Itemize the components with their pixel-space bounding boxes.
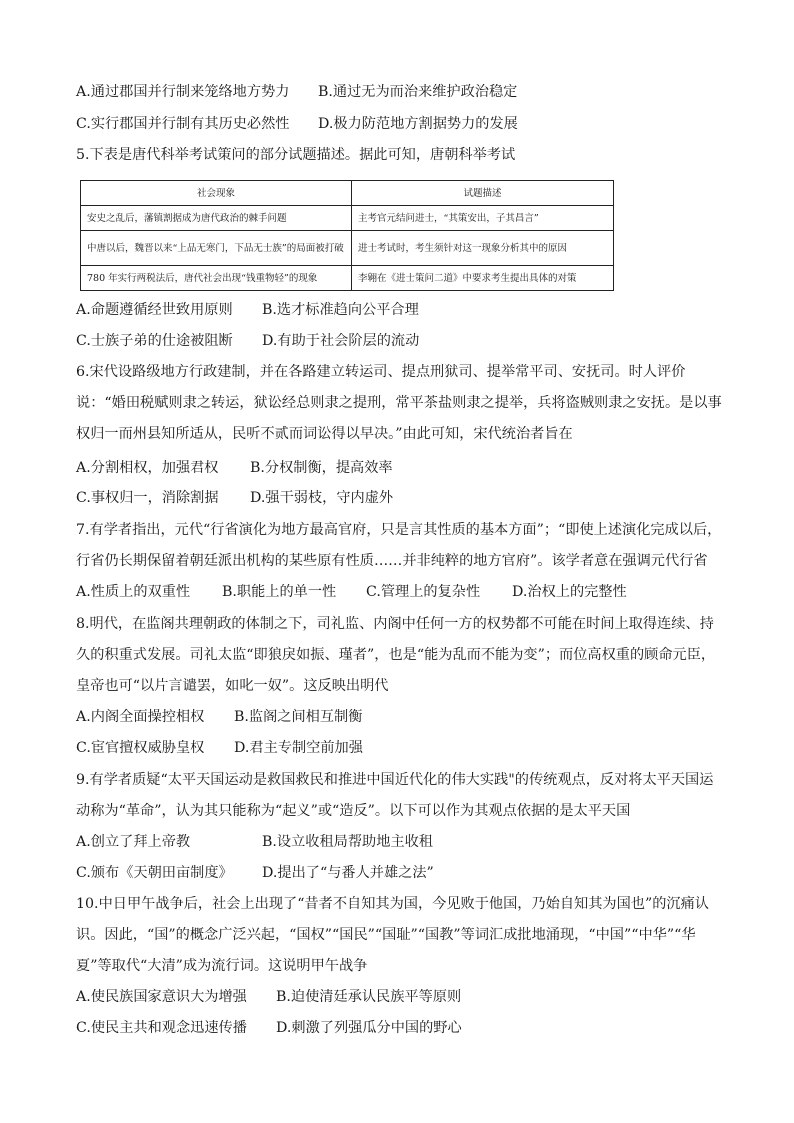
q8-option-c: C.宦官擅权威胁皇权 (76, 740, 205, 756)
table-header-description: 试题描述 (352, 181, 614, 206)
q5-stem: 5.下表是唐代科举考试策问的部分试题描述。据此可知，唐朝科举考试 (76, 147, 516, 163)
q4-option-b: B.通过无为而治来维护政治稳定 (318, 84, 518, 100)
table-cell: 安史之乱后，藩镇割据成为唐代政治的棘手问题 (81, 206, 352, 231)
q9-stem: 9.有学者质疑“太平天国运动是救国救民和推进中国近代化的伟大实践"的传统观点，反对将太平天国运动称为“革命”，认为其只能称为“起义”或“造反”。以下可以作为其观点依据的是太平天国 (76, 772, 714, 819)
q7-option-a: A.性质上的双重性 (76, 584, 191, 600)
q10-option-c: C.使民主共和观念迅速传播 (76, 1020, 247, 1036)
q4-option-c: C.实行郡国并行制有其历史必然性 (76, 116, 290, 132)
q5-option-d: D.有助于社会阶层的流动 (262, 333, 420, 349)
q8-option-d: D.君主专制空前加强 (234, 740, 363, 756)
q6-option-a: A.分割相权，加强君权 (76, 460, 219, 476)
q8-option-a: A.内阁全面操控相权 (76, 709, 205, 725)
q10-option-d: D.刺激了列强瓜分中国的野心 (276, 1020, 462, 1036)
q9-option-c: C.颁布《天朝田亩制度》 (76, 865, 233, 881)
table-row (81, 231, 614, 266)
q4-option-d: D.极力防范地方割据势力的发展 (318, 116, 518, 132)
q9-option-b: B.设立收租局帮助地主收租 (262, 834, 433, 850)
q8-stem: 8.明代，在监阁共理朝政的体制之下，司礼监、内阁中任何一方的权势都不可能在时间上取得连续、持久的积重式发展。司礼太监“即狼戾如振、瑾者”，也是“能为乱而不能为变”；而位高权重的顾命元臣，皇帝也可“以片言谴罢，如叱一奴”。这反映出明代 (76, 616, 716, 694)
table-row (81, 206, 614, 231)
q6-option-c: C.事权归一，消除割据 (76, 490, 219, 506)
q7-stem: 7.有学者指出，元代“行省演化为地方最高官府，只是言其性质的基本方面”；“即使上述演化完成以后，行省仍长期保留着朝廷派出机构的某些原有性质……并非纯粹的地方官府”。该学者意在强调元代行省 (76, 522, 722, 569)
q10-stem: 10.中日甲午战争后，社会上出现了“昔者不自知其为国，今见败于他国，乃始自知其为国也”的沉痛认识。因此，“国”的概念广泛兴起，“国权”“国民”“国耻”“国教”等词汇成批地涌现，“中国”“中华”“华夏”等取代“大清”成为流行词。这说明甲午战争 (76, 896, 709, 974)
q7-option-c: C.管理上的复杂性 (366, 584, 481, 600)
q9-option-d: D.提出了“与番人并雄之法” (262, 865, 434, 881)
table-cell: 进士考试时，考生须针对这一现象分析其中的原因 (352, 231, 614, 266)
q6-option-b: B.分权制衡，提高效率 (250, 460, 393, 476)
q6-option-d: D.强干弱枝，守内虚外 (250, 490, 394, 506)
q9-option-a: A.创立了拜上帝教 (76, 834, 191, 850)
q5-option-c: C.士族子弟的仕途被阻断 (76, 333, 233, 349)
q4-option-a: A.通过郡国并行制来笼络地方势力 (76, 84, 290, 100)
table-cell: 李翱在《进士策问二道》中要求考生提出具体的对策 (352, 266, 614, 291)
q8-option-b: B.监阁之间相互制衡 (234, 709, 363, 725)
table-cell: 780 年实行两税法后，唐代社会出现“钱重物轻”的现象 (81, 266, 352, 291)
q10-option-b: B.迫使清廷承认民族平等原则 (276, 989, 462, 1005)
table-row (81, 266, 614, 291)
q7-option-d: D.治权上的完整性 (512, 584, 627, 600)
q5-option-a: A.命题遵循经世致用原则 (76, 302, 233, 318)
q5-table (80, 180, 614, 291)
q7-option-b: B.职能上的单一性 (222, 584, 337, 600)
table-header-row (81, 181, 614, 206)
q10-option-a: A.使民族国家意识大为增强 (76, 989, 247, 1005)
table-header-phenomenon: 社会现象 (81, 181, 352, 206)
table-cell: 中唐以后，魏晋以来“上品无寒门，下品无士族”的局面被打破 (81, 231, 352, 266)
q6-stem: 6.宋代设路级地方行政建制，并在各路建立转运司、提点刑狱司、提举常平司、安抚司。时人评价说：“婚田税赋则隶之转运，狱讼经总则隶之提刑，常平茶盐则隶之提举，兵将盗贼则隶之安抚。是以事权归一而州县知所适从，民听不贰而词讼得以早决。”由此可知，宋代统治者旨在 (76, 364, 722, 442)
q5-option-b: B.选才标准趋向公平合理 (262, 302, 419, 318)
table-cell: 主考官元结问进士，“其策安出，子其昌言” (352, 206, 614, 231)
